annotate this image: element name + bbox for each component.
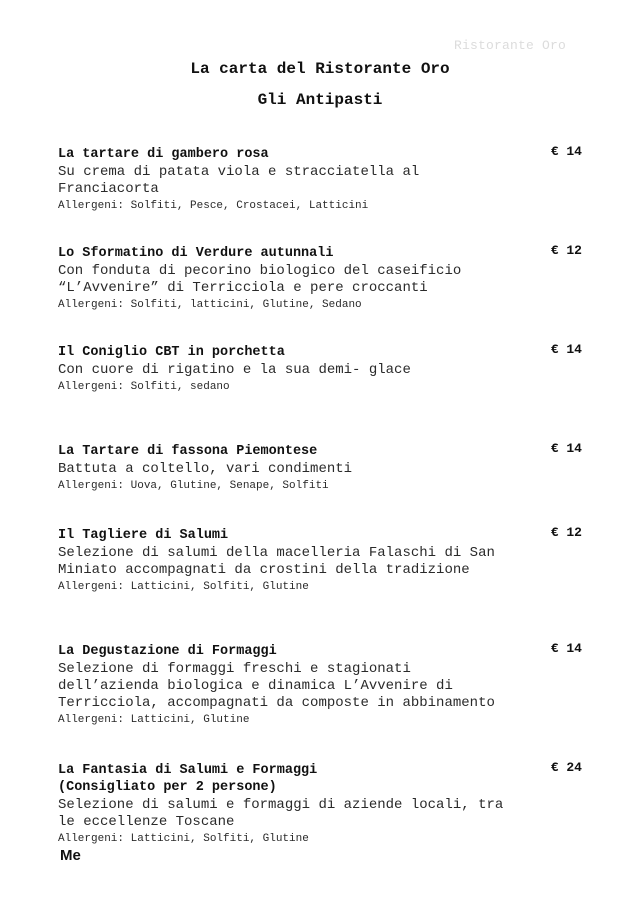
dish-name: Il Coniglio CBT in porchetta <box>58 345 285 360</box>
dish-description: Su crema di patata viola e stracciatella al Franciacorta <box>58 164 420 197</box>
dish-price: € 14 <box>550 342 582 357</box>
dish-description: Selezione di salumi e formaggi di aziende locali, tra le eccellenze Toscane <box>58 797 504 830</box>
dish-name: Lo Sformatino di Verdure autunnali <box>58 246 334 261</box>
dish-price: € 14 <box>550 641 582 656</box>
dish-price: € 24 <box>550 760 582 775</box>
dish-allergens: Allergeni: Uova, Glutine, Senape, Solfiti <box>58 480 329 492</box>
dish-price: € 14 <box>550 144 582 159</box>
dish-name: La tartare di gambero rosa <box>58 147 269 162</box>
dish-description: Battuta a coltello, vari condimenti <box>58 461 353 477</box>
dish-allergens: Allergeni: Latticini, Solfiti, Glutine <box>58 833 309 845</box>
dish-description: Con fonduta di pecorino biologico del caseificio “L’Avvenire” di Terricciola e pere croccanti <box>58 263 462 296</box>
dish-description: Selezione di salumi della macelleria Falaschi di San Miniato accompagnati da crostini della tradizione <box>58 545 495 578</box>
dish-allergens: Allergeni: Solfiti, sedano <box>58 381 230 393</box>
page-title: La carta del Ristorante Oro <box>190 60 450 78</box>
dish-allergens: Allergeni: Solfiti, latticini, Glutine, Sedano <box>58 299 362 311</box>
restaurant-watermark: Ristorante Oro <box>454 38 567 53</box>
dish-name: La Degustazione di Formaggi <box>58 644 277 659</box>
dish-item <box>58 443 588 493</box>
dish-item <box>58 245 588 312</box>
dish-allergens: Allergeni: Solfiti, Pesce, Crostacei, Latticini <box>58 200 369 212</box>
dish-item <box>58 146 588 213</box>
dish-price: € 12 <box>550 525 582 540</box>
dish-item <box>58 527 588 594</box>
dish-name: La Fantasia di Salumi e Formaggi (Consigliato per 2 persone) <box>58 763 318 795</box>
dish-allergens: Allergeni: Latticini, Glutine <box>58 714 250 726</box>
dish-name: Il Tagliere di Salumi <box>58 528 229 543</box>
dish-description: Selezione di formaggi freschi e stagionati dell’azienda biologica e dinamica L’Avvenire di Terricciola, accompagnati da composte in abbinamento <box>58 661 495 711</box>
dish-allergens: Allergeni: Latticini, Solfiti, Glutine <box>58 581 309 593</box>
dish-item <box>58 762 588 846</box>
dish-description: Con cuore di rigatino e la sua demi- glace <box>58 362 411 378</box>
footer-text: Me <box>60 847 81 864</box>
dish-price: € 14 <box>550 441 582 456</box>
dish-price: € 12 <box>550 243 582 258</box>
section-title: Gli Antipasti <box>257 91 383 109</box>
dish-item <box>58 643 588 727</box>
dish-name: La Tartare di fassona Piemontese <box>58 444 318 459</box>
dish-item <box>58 344 588 394</box>
